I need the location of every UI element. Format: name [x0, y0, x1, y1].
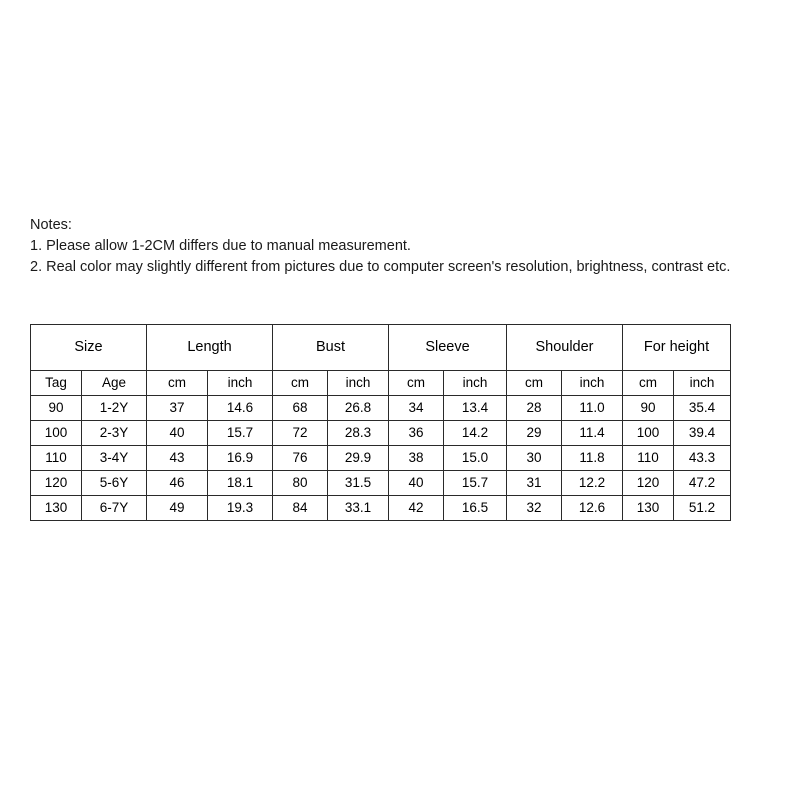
- table-row: [31, 471, 731, 496]
- notes-line-1: 1. Please allow 1-2CM differs due to manual measurement.: [30, 238, 411, 254]
- sub-header-bust-cm: cm: [273, 371, 328, 396]
- notes-heading: Notes:: [30, 217, 72, 233]
- cell-height-inch: 51.2: [674, 496, 731, 521]
- cell-length-cm: 40: [147, 421, 208, 446]
- cell-height-cm: 130: [623, 496, 674, 521]
- notes-line-2: 2. Real color may slightly different from pictures due to computer screen's resolution, brightness, contrast etc.: [30, 259, 731, 275]
- group-header-bust: Bust: [273, 325, 389, 371]
- size-chart: [30, 324, 731, 521]
- cell-tag: 120: [31, 471, 82, 496]
- cell-age: 6-7Y: [82, 496, 147, 521]
- sub-header-tag: Tag: [31, 371, 82, 396]
- size-chart-table: [30, 324, 731, 521]
- group-header-sleeve: Sleeve: [389, 325, 507, 371]
- sub-header-height-inch: inch: [674, 371, 731, 396]
- sub-header-height-cm: cm: [623, 371, 674, 396]
- group-header-for-height: For height: [623, 325, 731, 371]
- sub-header-length-inch: inch: [208, 371, 273, 396]
- cell-age: 5-6Y: [82, 471, 147, 496]
- cell-shoulder-inch: 12.2: [562, 471, 623, 496]
- cell-age: 2-3Y: [82, 421, 147, 446]
- sub-header-sleeve-cm: cm: [389, 371, 444, 396]
- sub-header-shoulder-cm: cm: [507, 371, 562, 396]
- cell-length-inch: 18.1: [208, 471, 273, 496]
- sub-header-length-cm: cm: [147, 371, 208, 396]
- table-row: [31, 396, 731, 421]
- cell-bust-inch: 28.3: [328, 421, 389, 446]
- cell-bust-cm: 80: [273, 471, 328, 496]
- cell-shoulder-cm: 32: [507, 496, 562, 521]
- cell-bust-cm: 84: [273, 496, 328, 521]
- group-header-shoulder: Shoulder: [507, 325, 623, 371]
- cell-sleeve-inch: 15.0: [444, 446, 507, 471]
- cell-height-inch: 47.2: [674, 471, 731, 496]
- sub-header-age: Age: [82, 371, 147, 396]
- cell-shoulder-cm: 28: [507, 396, 562, 421]
- cell-height-cm: 120: [623, 471, 674, 496]
- sub-header-sleeve-inch: inch: [444, 371, 507, 396]
- cell-length-cm: 37: [147, 396, 208, 421]
- cell-bust-inch: 26.8: [328, 396, 389, 421]
- cell-age: 3-4Y: [82, 446, 147, 471]
- cell-sleeve-cm: 38: [389, 446, 444, 471]
- cell-tag: 110: [31, 446, 82, 471]
- group-header-length: Length: [147, 325, 273, 371]
- table-row: [31, 421, 731, 446]
- cell-shoulder-inch: 12.6: [562, 496, 623, 521]
- cell-height-inch: 39.4: [674, 421, 731, 446]
- cell-sleeve-inch: 15.7: [444, 471, 507, 496]
- cell-sleeve-cm: 36: [389, 421, 444, 446]
- group-header-size: Size: [31, 325, 147, 371]
- cell-height-cm: 90: [623, 396, 674, 421]
- table-group-header-row: [31, 325, 731, 371]
- cell-height-cm: 100: [623, 421, 674, 446]
- cell-sleeve-cm: 40: [389, 471, 444, 496]
- table-row: [31, 496, 731, 521]
- cell-shoulder-cm: 29: [507, 421, 562, 446]
- cell-height-cm: 110: [623, 446, 674, 471]
- cell-bust-cm: 76: [273, 446, 328, 471]
- cell-length-cm: 46: [147, 471, 208, 496]
- cell-length-inch: 14.6: [208, 396, 273, 421]
- cell-age: 1-2Y: [82, 396, 147, 421]
- sub-header-bust-inch: inch: [328, 371, 389, 396]
- cell-bust-cm: 68: [273, 396, 328, 421]
- cell-length-cm: 43: [147, 446, 208, 471]
- cell-length-inch: 16.9: [208, 446, 273, 471]
- cell-tag: 90: [31, 396, 82, 421]
- cell-tag: 100: [31, 421, 82, 446]
- table-sub-header-row: [31, 371, 731, 396]
- notes-block: [30, 215, 730, 278]
- cell-height-inch: 43.3: [674, 446, 731, 471]
- cell-length-inch: 19.3: [208, 496, 273, 521]
- cell-length-inch: 15.7: [208, 421, 273, 446]
- cell-length-cm: 49: [147, 496, 208, 521]
- cell-shoulder-cm: 31: [507, 471, 562, 496]
- cell-shoulder-cm: 30: [507, 446, 562, 471]
- cell-tag: 130: [31, 496, 82, 521]
- cell-bust-inch: 31.5: [328, 471, 389, 496]
- table-row: [31, 446, 731, 471]
- cell-bust-cm: 72: [273, 421, 328, 446]
- cell-sleeve-inch: 13.4: [444, 396, 507, 421]
- cell-sleeve-inch: 14.2: [444, 421, 507, 446]
- cell-sleeve-cm: 34: [389, 396, 444, 421]
- cell-sleeve-inch: 16.5: [444, 496, 507, 521]
- cell-bust-inch: 33.1: [328, 496, 389, 521]
- cell-height-inch: 35.4: [674, 396, 731, 421]
- cell-shoulder-inch: 11.8: [562, 446, 623, 471]
- cell-bust-inch: 29.9: [328, 446, 389, 471]
- cell-shoulder-inch: 11.0: [562, 396, 623, 421]
- cell-shoulder-inch: 11.4: [562, 421, 623, 446]
- sub-header-shoulder-inch: inch: [562, 371, 623, 396]
- cell-sleeve-cm: 42: [389, 496, 444, 521]
